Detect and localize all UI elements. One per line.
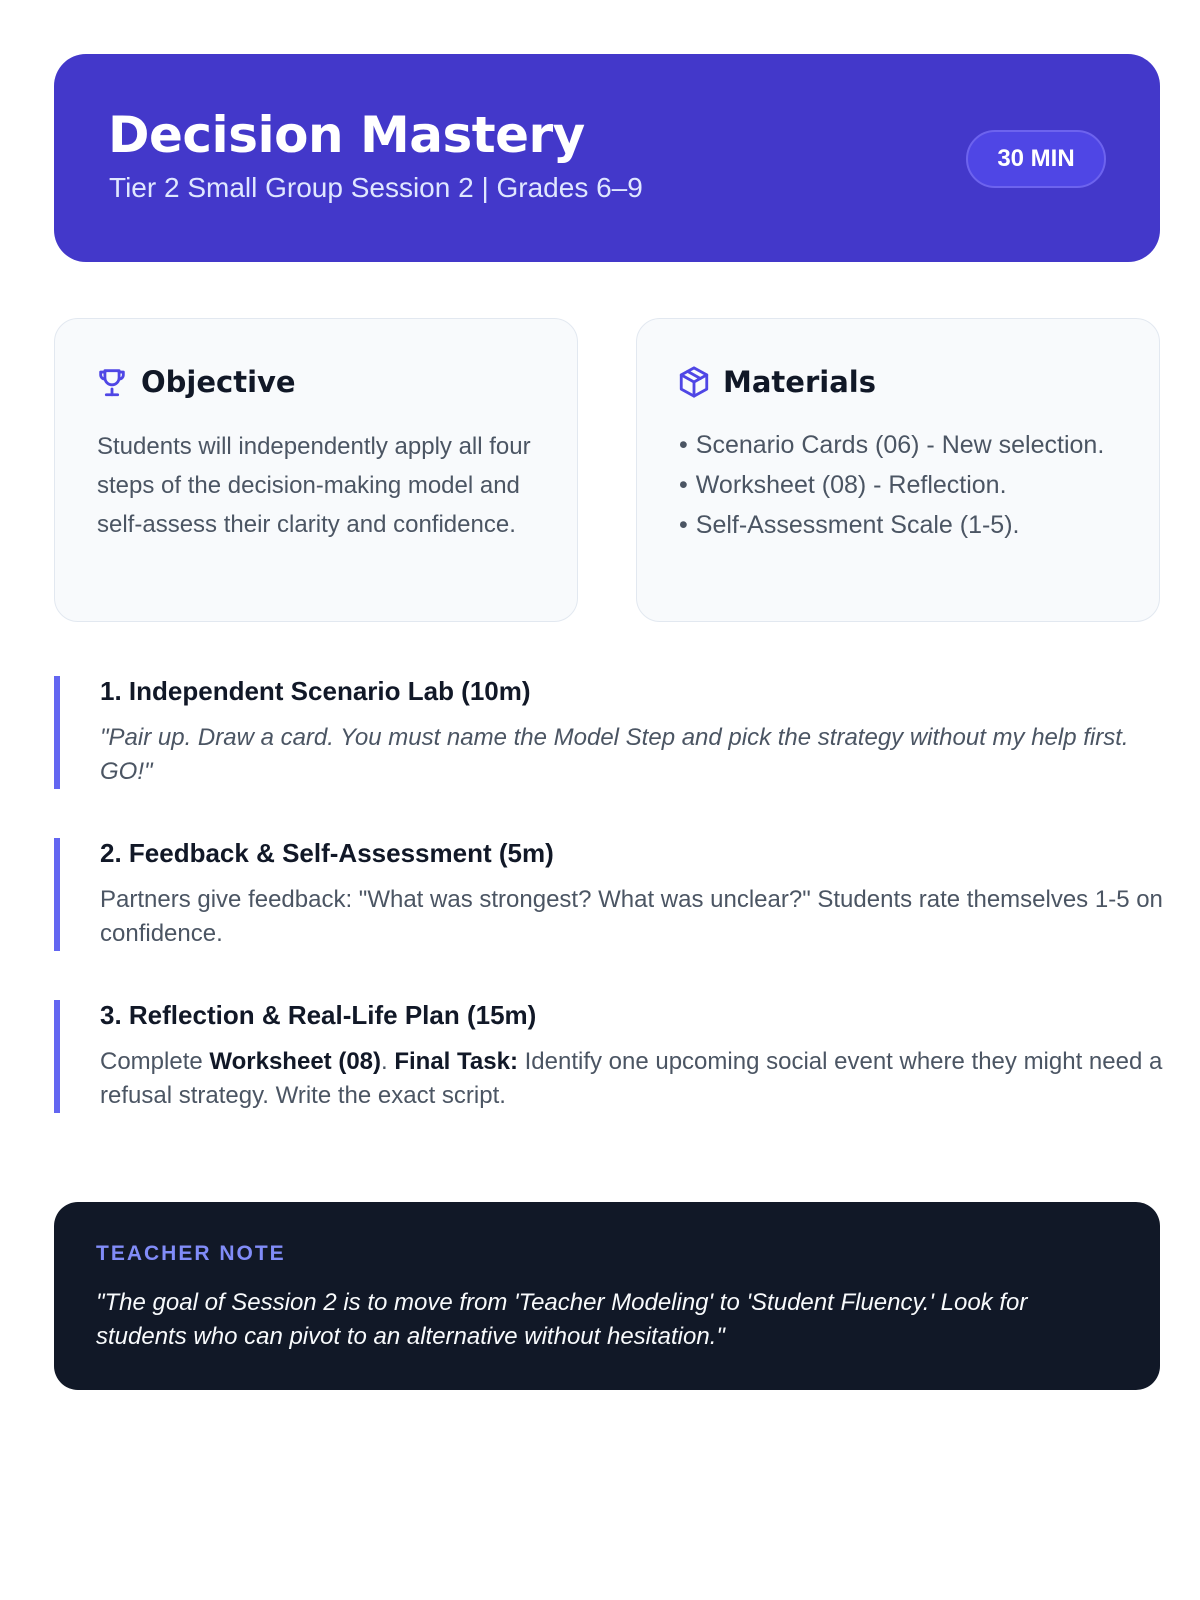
step-2 (54, 838, 1164, 951)
materials-title: Materials (723, 365, 876, 399)
trophy-icon (95, 365, 129, 399)
step-3 (54, 1000, 1164, 1113)
objective-card (54, 318, 578, 622)
session-header (54, 54, 1160, 262)
step-title: 2. Feedback & Self-Assessment (5m) (100, 838, 554, 868)
step-text (100, 1045, 1164, 1113)
worksheet-emphasis: Worksheet (08) (209, 1048, 381, 1075)
objective-text: Students will independently apply all four steps of the decision-making model and self-assess their clarity and confidence. (97, 433, 531, 538)
materials-list (679, 425, 1104, 545)
materials-card (636, 318, 1160, 622)
materials-card-header (677, 365, 876, 399)
page-title: Decision Mastery (108, 106, 585, 164)
step-text-part: Identify one upcoming social event where they might need a refusal strategy. Write the exact script. (100, 1048, 1163, 1109)
step-text: "Pair up. Draw a card. You must name the Model Step and pick the strategy without my help first. GO!" (100, 724, 1129, 785)
step-1 (54, 676, 1164, 789)
list-item: • Scenario Cards (06) - New selection. (679, 425, 1104, 465)
teacher-note (54, 1202, 1160, 1390)
teacher-note-label: TEACHER NOTE (96, 1242, 286, 1265)
final-task-label: Final Task: (394, 1048, 518, 1075)
duration-badge: 30 MIN (966, 130, 1106, 188)
package-icon (677, 365, 711, 399)
page-subtitle: Tier 2 Small Group Session 2 | Grades 6–9 (109, 172, 643, 203)
step-text-part: . (381, 1048, 395, 1075)
teacher-note-text: "The goal of Session 2 is to move from 'Teacher Modeling' to 'Student Fluency.' Look for students who can pivot to an alternative without hesitation." (96, 1289, 1028, 1350)
list-item: • Worksheet (08) - Reflection. (679, 465, 1104, 505)
objective-title: Objective (141, 365, 296, 399)
step-title: 3. Reflection & Real-Life Plan (15m) (100, 1000, 537, 1030)
step-text-part: Complete (100, 1048, 210, 1075)
objective-card-header (95, 365, 296, 399)
step-text: Partners give feedback: "What was strongest? What was unclear?" Students rate themselves 1-5 on confidence. (100, 886, 1163, 947)
list-item: • Self-Assessment Scale (1-5). (679, 505, 1104, 545)
step-title: 1. Independent Scenario Lab (10m) (100, 676, 531, 706)
